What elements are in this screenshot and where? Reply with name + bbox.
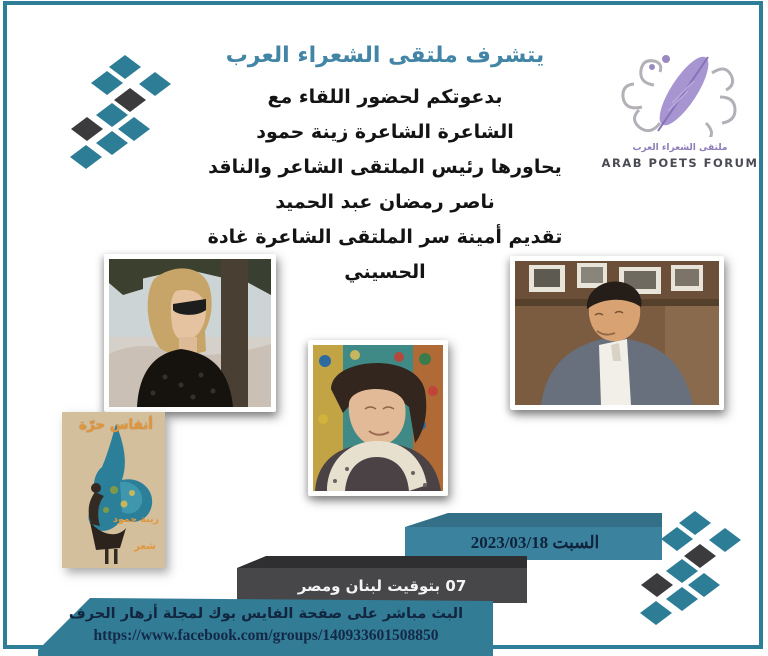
feather-logo-icon (600, 45, 760, 137)
photo-illustration-right (515, 261, 719, 405)
logo-arabic-name: ملتقى الشعراء العرب (632, 143, 728, 153)
date-text: السبت 2023/03/18 (470, 533, 600, 552)
photo-woman-scarf (308, 340, 448, 496)
presenter-line: تقديم أمينة سر الملتقى الشاعرة غادة الحسيني (207, 226, 563, 283)
photo-illustration-left (109, 259, 271, 407)
time-text: 07 بتوقيت لبنان ومصر (297, 577, 467, 595)
forum-title: يتشرف ملتقى الشعراء العرب (225, 43, 545, 68)
invite-line: بدعوتكم لحضور اللقاء مع (267, 86, 503, 108)
book-author: زينة حمود (112, 514, 159, 525)
book-genre: شعر (134, 541, 156, 552)
arab-poets-forum-logo (598, 45, 762, 170)
guest-poet-line: الشاعرة الشاعرة زينة حمود (256, 121, 514, 143)
book-title: أنفاس حرّة (79, 417, 153, 433)
host-name-line: ناصر رمضان عبد الحميد (275, 191, 495, 213)
photo-woman-sunglasses (104, 254, 276, 412)
book-cover (62, 412, 165, 568)
broadcast-line: البث مباشر على صفحة الفايس بوك لمجلة أزهار الحرف (68, 606, 464, 622)
photo-man-suit (510, 256, 724, 410)
logo-english-name: ARAB POETS FORUM (601, 156, 759, 170)
photo-illustration-center (313, 345, 443, 491)
host-intro-line: يحاورها رئيس الملتقى الشاعر والناقد (208, 156, 562, 178)
broadcast-facebook-url[interactable]: https://www.facebook.com/groups/140933601508850 (93, 627, 439, 644)
headline-block (170, 40, 600, 290)
